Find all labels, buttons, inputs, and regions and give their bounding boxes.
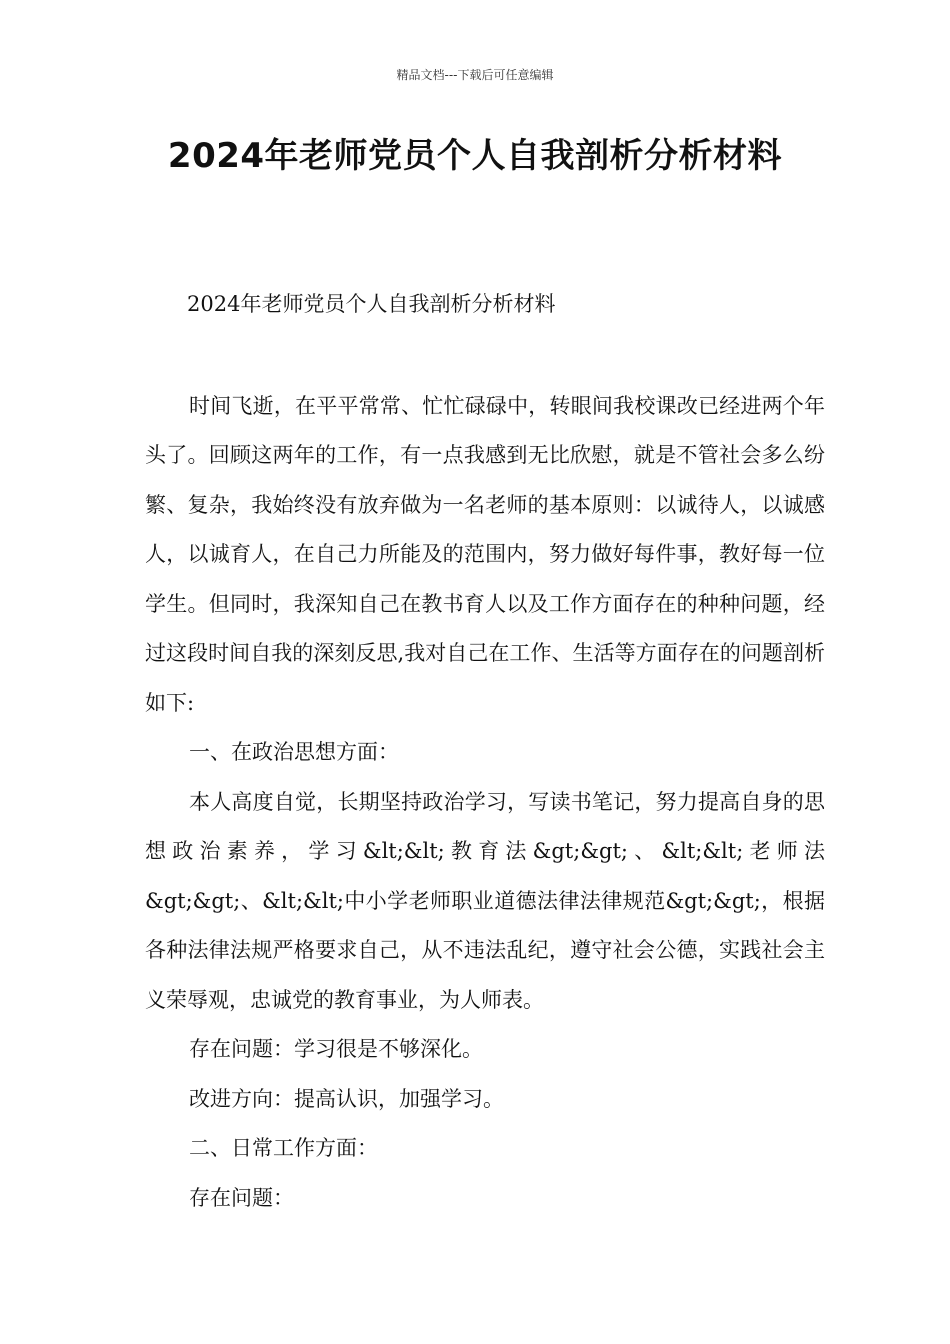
paragraph-intro: 时间飞逝，在平平常常、忙忙碌碌中，转眼间我校课改已经进两个年头了。回顾这两年的工作，有一点我感到无比欣慰，就是不管社会多么纷繁、复杂，我始终没有放弃做为一名老师的基本原则：以诚待人，以诚感人，以诚育人，在自己力所能及的范围内，努力做好每件事，教好每一位学生。但同时，我深知自己在教书育人以及工作方面存在的种种问题，经过这段时间自我的深刻反思,我对自己在工作、生活等方面存在的问题剖析如下:	[145, 393, 825, 715]
paragraph-problem-1: 存在问题：学习很是不够深化。	[189, 1037, 483, 1061]
section-heading-political: 一、在政治思想方面：	[189, 740, 399, 764]
section-heading-daily-work: 二、日常工作方面：	[189, 1136, 378, 1160]
paragraph-problem-2: 存在问题：	[189, 1185, 294, 1210]
header-note: 精品文档---下载后可任意编辑	[396, 68, 554, 82]
document-title: 2024年老师党员个人自我剖析分析材料	[167, 136, 783, 176]
document-body	[145, 280, 825, 1223]
paragraph-political: 本人高度自觉，长期坚持政治学习，写读书笔记，努力提高自身的思想政治素养，学习&lt;&lt;教育法&gt;&gt;、&lt;&lt;老师法&gt;&gt;、&lt;&lt;中小学老师职业道德法律法律规范&gt;&gt;，根据各种法律法规严格要求自己，从不违法乱纪，遵守社会公德，实践社会主义荣辱观，忠诚党的教育事业，为人师表。	[145, 789, 825, 1012]
paragraph-improvement-1: 改进方向：提高认识，加强学习。	[189, 1086, 504, 1111]
document-subtitle: 2024年老师党员个人自我剖析分析材料	[187, 292, 556, 316]
